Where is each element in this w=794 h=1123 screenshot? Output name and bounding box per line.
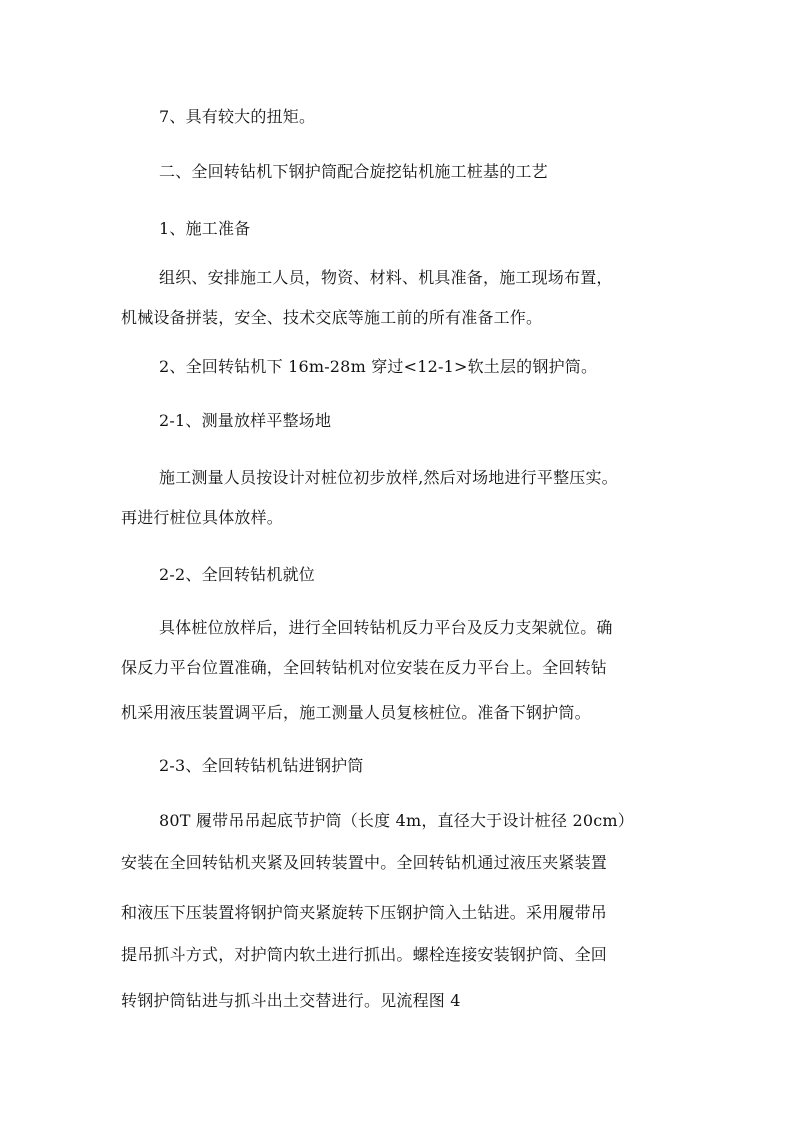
paragraph-drilling-line: 转钢护筒钻进与抓斗出土交替进行。见流程图 4 [121,991,461,1010]
paragraph-torque: 7、具有较大的扭矩。 [159,107,316,126]
paragraph-positioning-line: 具体桩位放样后，进行全回转钻机反力平台及反力支架就位。确 [159,618,613,637]
paragraph-preparation-line: 机械设备拼装，安全、技术交底等施工前的所有准备工作。 [121,308,543,327]
subheading-preparation: 1、施工准备 [159,219,251,238]
subheading-rig-positioning: 2-2、全回转钻机就位 [159,565,315,584]
paragraph-drilling-line: 安装在全回转钻机夹紧及回转装置中。全回转钻机通过液压夹紧装置 [121,853,608,872]
subheading-steel-casing: 2、全回转钻机下 16m-28m 穿过<12-1>软土层的钢护筒。 [159,357,598,376]
paragraph-survey-line: 再进行桩位具体放样。 [121,508,284,527]
paragraph-survey-line: 施工测量人员按设计对桩位初步放样,然后对场地进行平整压实。 [159,468,618,487]
paragraph-drilling-line: 80T 履带吊吊起底节护筒（长度 4m，直径大于设计桩径 20cm） [159,811,634,830]
subheading-drilling-casing: 2-3、全回转钻机钻进钢护筒 [159,756,364,775]
paragraph-drilling-line: 和液压下压装置将钢护筒夹紧旋转下压钢护筒入土钻进。采用履带吊 [121,903,608,922]
paragraph-preparation-line: 组织、安排施工人员，物资、材料、机具准备，施工现场布置， [159,268,613,287]
subheading-survey-leveling: 2-1、测量放样平整场地 [159,411,332,430]
paragraph-positioning-line: 机采用液压装置调平后，施工测量人员复核桩位。准备下钢护筒。 [121,703,591,722]
section-heading-process: 二、全回转钻机下钢护筒配合旋挖钻机施工桩基的工艺 [159,162,548,181]
paragraph-drilling-line: 提吊抓斗方式，对护筒内软土进行抓出。螺栓连接安装钢护筒、全回 [121,945,608,964]
paragraph-positioning-line: 保反力平台位置准确，全回转钻机对位安装在反力平台上。全回转钻 [121,658,608,677]
